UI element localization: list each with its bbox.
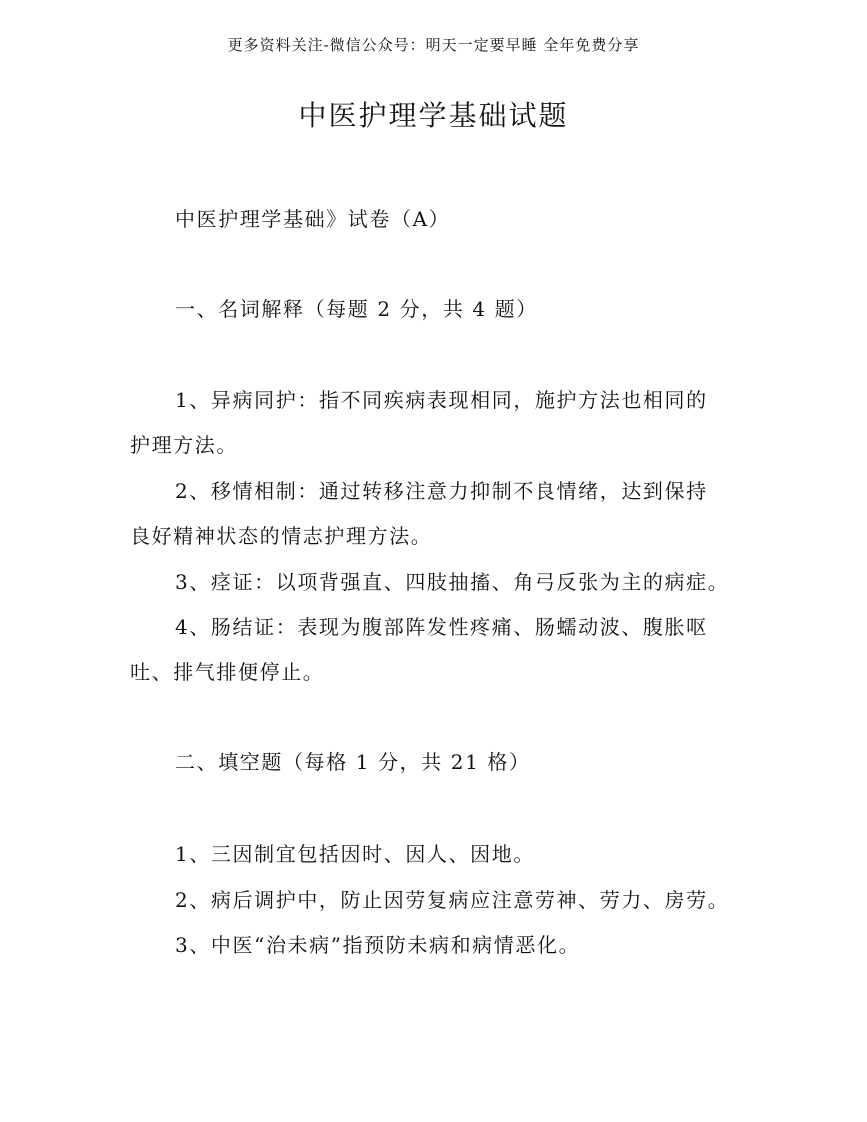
term-item-3-line1: 3、痉证：以项背强直、四肢抽搐、角弓反张为主的病症。 xyxy=(175,570,730,594)
term-item-2-line1: 2、移情相制：通过转移注意力抑制不良情绪，达到保持 xyxy=(175,479,708,503)
term-item-2-line2: 良好精神状态的情志护理方法。 xyxy=(130,524,433,548)
term-item-1-line2: 护理方法。 xyxy=(130,433,238,457)
section-heading-terms: 一、名词解释（每题 2 分，共 4 题） xyxy=(175,297,538,321)
fill-item-2: 2、病后调护中，防止因劳复病应注意劳神、劳力、房劳。 xyxy=(175,888,730,912)
header-note: 更多资料关注-微信公众号：明天一定要早睡 全年免费分享 xyxy=(227,36,640,54)
section-heading-fill: 二、填空题（每格 1 分，共 21 格） xyxy=(175,750,531,774)
exam-subtitle: 中医护理学基础》试卷（A） xyxy=(175,207,451,231)
fill-item-1: 1、三因制宜包括因时、因人、因地。 xyxy=(175,842,535,866)
term-item-4-line1: 4、肠结证：表现为腹部阵发性疼痛、肠蠕动波、腹胀呕 xyxy=(175,615,708,639)
fill-item-3: 3、中医“治未病”指预防未病和病情恶化。 xyxy=(175,933,581,957)
term-item-1-line1: 1、异病同护：指不同疾病表现相同，施护方法也相同的 xyxy=(175,388,708,412)
term-item-4-line2: 吐、排气排便停止。 xyxy=(130,660,325,684)
page-title: 中医护理学基础试题 xyxy=(298,99,569,132)
